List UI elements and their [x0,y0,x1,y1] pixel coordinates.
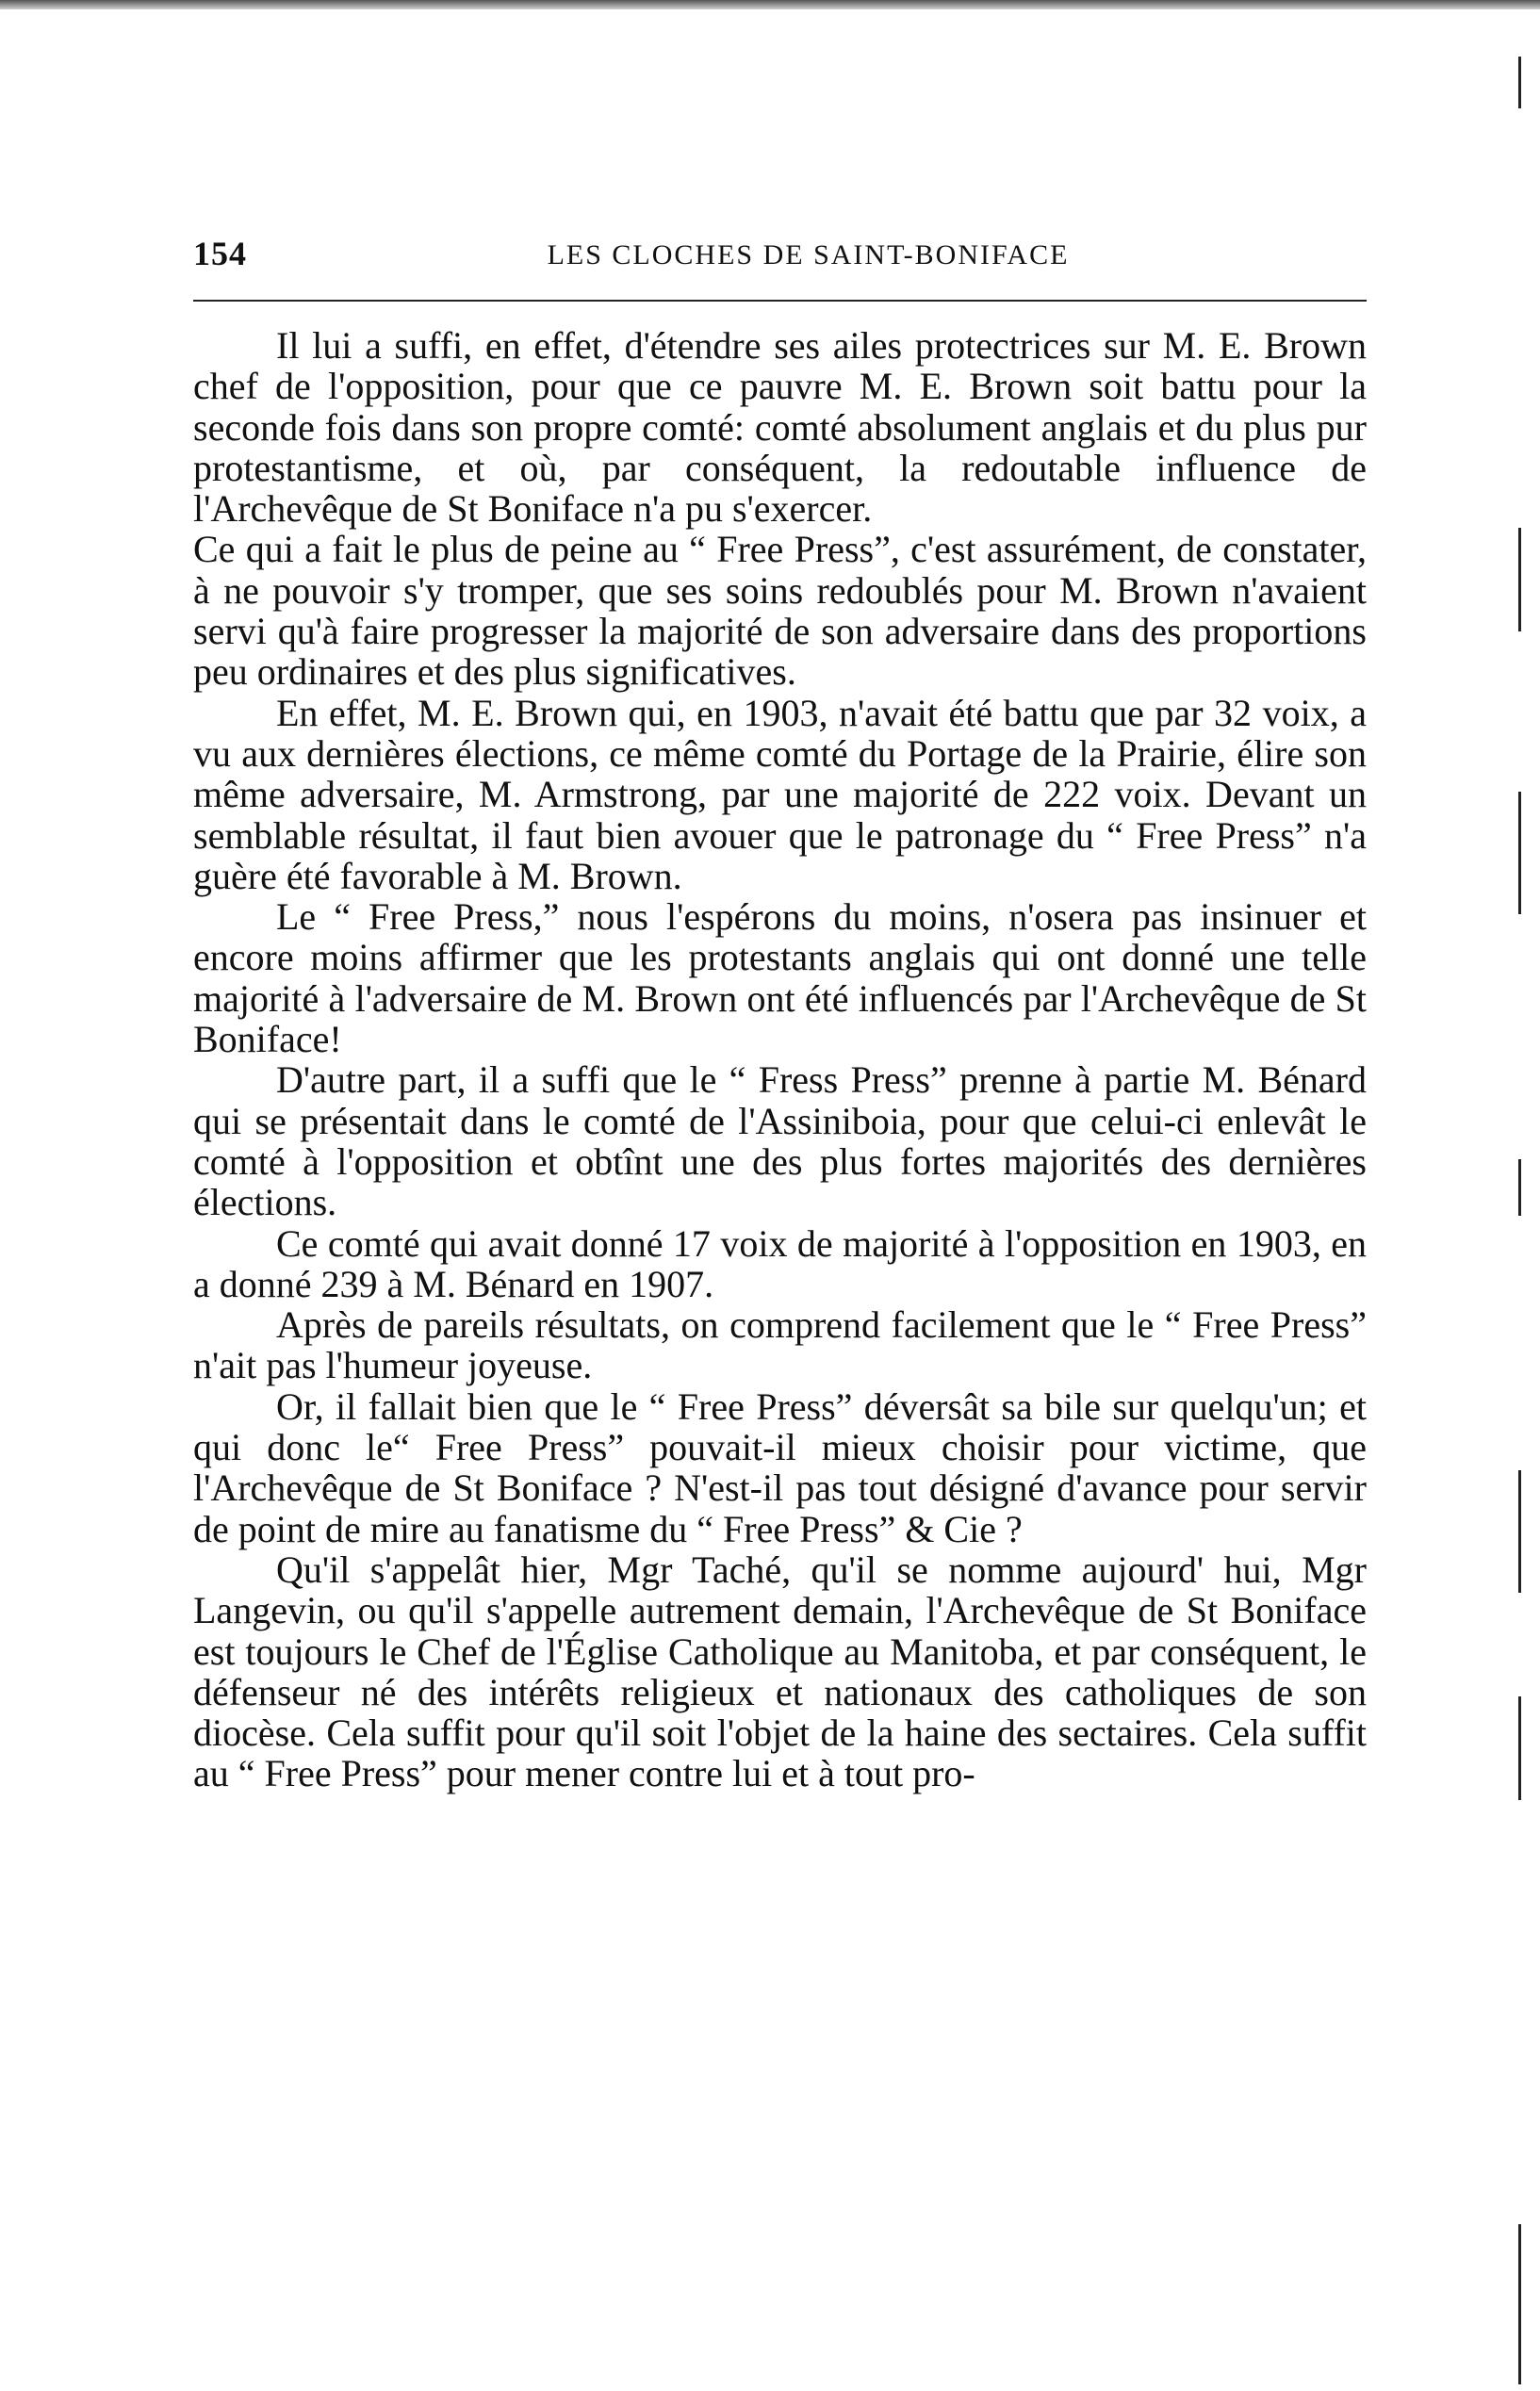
paragraph: En effet, M. E. Brown qui, en 1903, n'avait été battu que par 32 voix, a vu aux dernières élections, ce même comté du Portage de la Prairie, élire son même adversaire, M. Armstrong, par une majorité de 222 voix. Devant un semblable résultat, il faut bien avouer que le patronage du “ Free Press” n'a guère été favorable à M. Brown. [193,691,1367,897]
scan-right-edge [1512,0,1521,2391]
paragraph: Après de pareils résultats, on comprend facilement que le “ Free Press” n'ait pas l'humeur joyeuse. [193,1303,1367,1387]
paragraph: Il lui a suffi, en effet, d'étendre ses ailes protectrices sur M. E. Brown chef de l'opposition, pour que ce pauvre M. E. Brown soit battu pour la seconde fois dans son propre comté: comté absolument anglais et du plus pur protestantisme, et où, par conséquent, la redoutable influence de l'Archevêque de St Boniface n'a pu s'exercer. [193,324,1367,531]
body-text [193,325,1367,1794]
paragraph: D'autre part, il a suffi que le “ Fress Press” prenne à partie M. Bénard qui se présentait dans le comté de l'Assiniboia, pour que celui-ci enlevât le comté à l'opposition et obtînt une des plus fortes majorités des dernières élections. [193,1058,1367,1224]
page-number: 154 [193,235,247,272]
paragraph: Qu'il s'appelât hier, Mgr Taché, qu'il se nomme aujourd' hui, Mgr Langevin, ou qu'il s'appelle autrement demain, l'Archevêque de St Boniface est toujours le Chef de l'Église Catholique au Manitoba, et par conséquent, le défenseur né des intérêts religieux et nationaux des catholiques de son diocèse. Cela suffit pour qu'il soit l'objet de la haine des sectaires. Cela suffit au “ Free Press” pour mener contre lui et à tout pro- [193,1548,1367,1795]
paragraph: Ce comté qui avait donné 17 voix de majorité à l'opposition en 1903, en a donné 239 à M. Bénard en 1907. [193,1221,1367,1305]
paragraph: Or, il fallait bien que le “ Free Press” déversât sa bile sur quelqu'un; et qui donc le“ Free Press” pouvait-il mieux choisir pour victime, que l'Archevêque de St Boniface ? N'est-il pas tout désigné d'avance pour servir de point de mire au fanatisme du “ Free Press” & Cie ? [193,1384,1367,1550]
scan-top-edge [0,0,1540,9]
running-title: LES CLOCHES DE SAINT-BONIFACE [547,239,1070,270]
page-header [193,234,1367,281]
paragraph: Ce qui a fait le plus de peine au “ Free Press”, c'est assurément, de constater, à ne pouvoir s'y tromper, que ses soins redoublés pour M. Brown n'avaient servi qu'à faire progresser la majorité de son adversaire dans des proportions peu ordinaires et des plus significatives. [193,528,1367,694]
header-rule [193,300,1367,302]
paragraph: Le “ Free Press,” nous l'espérons du moins, n'osera pas insinuer et encore moins affirmer que les protestants anglais qui ont donné une telle majorité à l'adversaire de M. Brown ont été influencés par l'Archevêque de St Boniface! [193,895,1367,1061]
